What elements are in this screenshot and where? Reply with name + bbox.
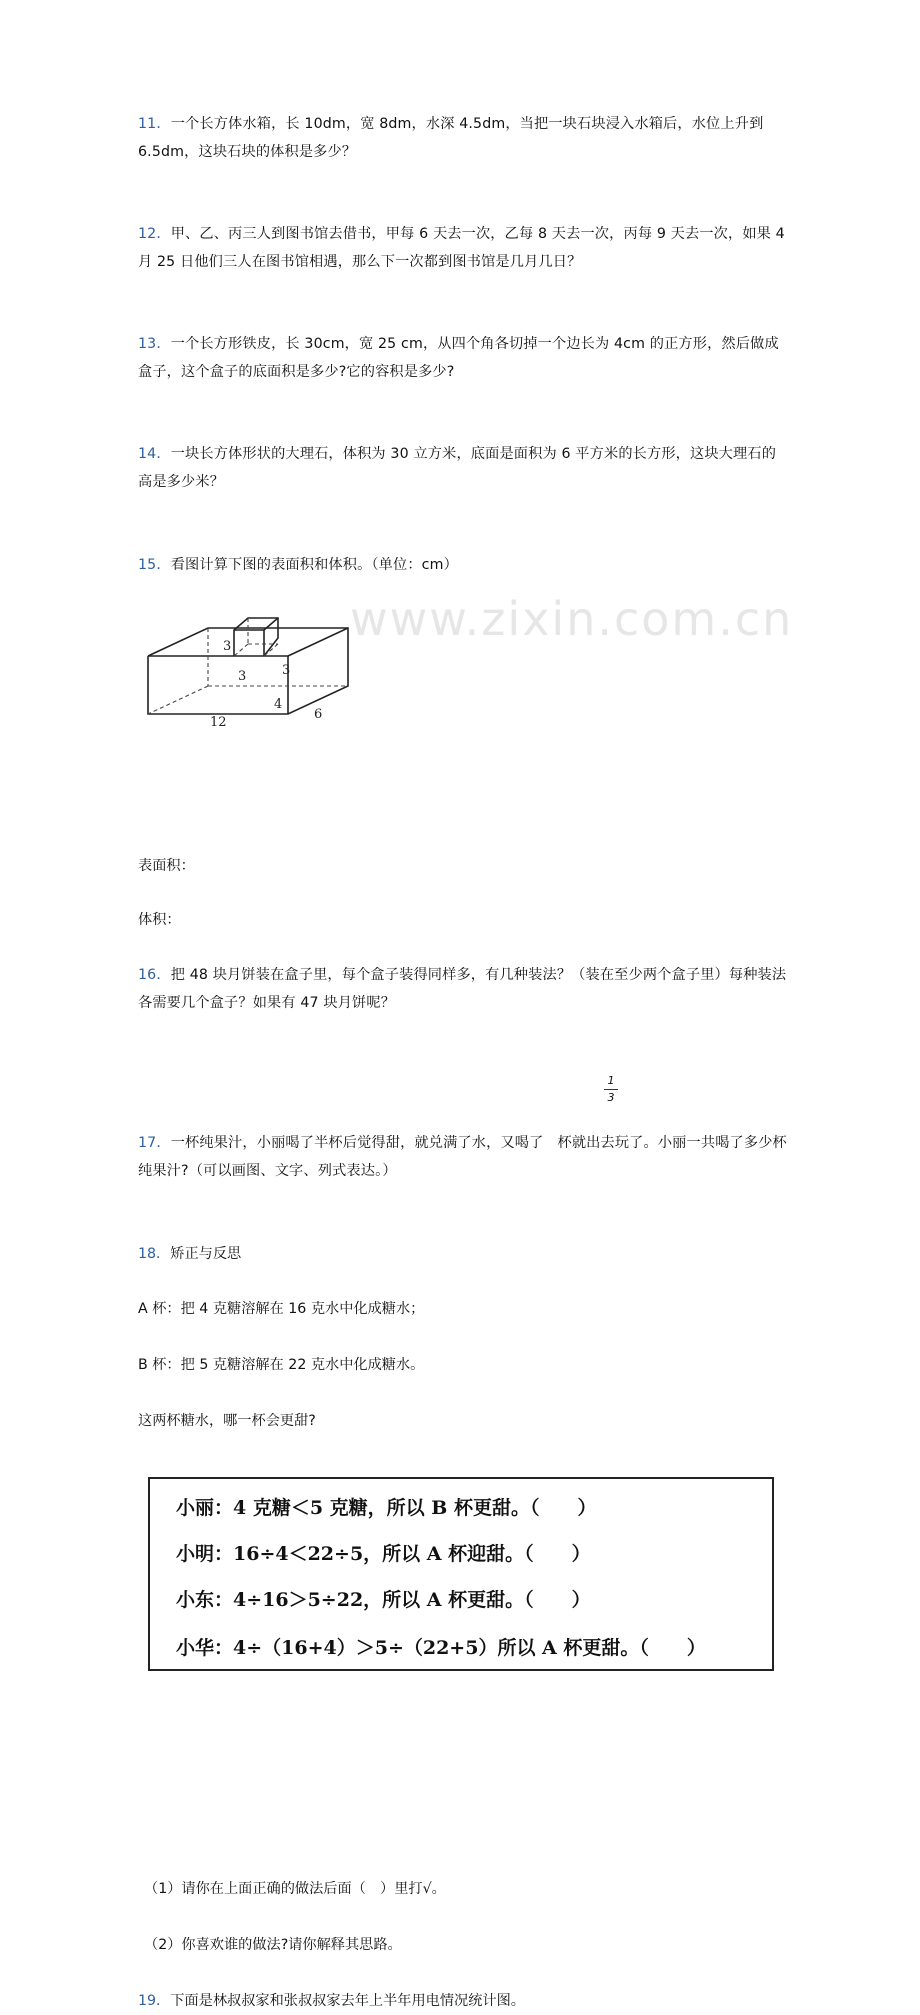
question-text: 矫正与反思 xyxy=(170,1246,242,1262)
question-number: 11． xyxy=(138,116,171,132)
question-text: 看图计算下图的表面积和体积。（单位：cm） xyxy=(170,557,458,573)
question-14 xyxy=(138,440,788,496)
question-16 xyxy=(138,961,788,1017)
label-block-height: 3 xyxy=(223,639,232,654)
question-17 xyxy=(138,1129,788,1185)
question-19 xyxy=(138,1987,920,2015)
question-text-b: 杯就出去玩了。小丽一共喝了多少杯纯果汁?（可以画图、文字、列式表达。） xyxy=(138,1135,787,1179)
sub-question-2: （2）你喜欢谁的做法?请你解释其思路。 xyxy=(144,1937,402,1953)
fraction-one-third xyxy=(604,1074,618,1105)
question-text: 下面是林叔叔家和张叔叔家去年上半年用电情况统计图。 xyxy=(170,1993,525,2009)
cup-b-text: B 杯：把 5 克糖溶解在 22 克水中化成糖水。 xyxy=(138,1357,425,1373)
question-number: 14． xyxy=(138,446,171,462)
option-xiaohua: 小华：4÷（16+4）＞5÷（22+5）所以 A 杯更甜。（ ） xyxy=(176,1637,706,1659)
question-number: 12． xyxy=(138,226,171,242)
sub-question-1: （1）请你在上面正确的做法后面（ ）里打√。 xyxy=(144,1881,446,1897)
label-length: 12 xyxy=(210,715,227,730)
question-number: 16． xyxy=(138,967,171,983)
option-xiaoming: 小明：16÷4＜22÷5，所以 A 杯迎甜。（ ） xyxy=(176,1543,591,1565)
question-number: 17． xyxy=(138,1135,171,1151)
label-block-width: 3 xyxy=(282,663,291,678)
question-text-a: 一杯纯果汁，小丽喝了半杯后觉得甜，就兑满了水，又喝了 xyxy=(170,1135,544,1151)
option-xiaoli: 小丽：4 克糖＜5 克糖，所以 B 杯更甜。（ ） xyxy=(176,1497,597,1519)
cuboid-figure-svg xyxy=(138,616,356,732)
watermark: www.zixin.com.cn xyxy=(350,592,794,646)
volume-label: 体积： xyxy=(138,912,181,928)
label-block-length: 3 xyxy=(238,669,247,684)
label-width: 6 xyxy=(314,707,323,722)
question-18-title xyxy=(138,1240,920,1268)
question-text: 把 48 块月饼装在盒子里，每个盒子装得同样多，有几种装法？（装在至少两个盒子里）每种装法各需要几个盒子？如果有 47 块月饼呢？ xyxy=(138,967,787,1011)
question-number: 19． xyxy=(138,1993,171,2009)
surface-area-label: 表面积： xyxy=(138,858,195,874)
cup-a-text: A 杯：把 4 克糖溶解在 16 克水中化成糖水； xyxy=(138,1301,425,1317)
question-13 xyxy=(138,330,788,386)
question-11 xyxy=(138,110,788,166)
label-height: 4 xyxy=(274,697,283,712)
question-12 xyxy=(138,220,788,276)
question-18-ask: 这两杯糖水，哪一杯会更甜? xyxy=(138,1413,316,1429)
fraction-denominator: 3 xyxy=(607,1091,615,1104)
question-number: 18． xyxy=(138,1246,171,1262)
option-xiaodong: 小东：4÷16＞5÷22，所以 A 杯更甜。（ ） xyxy=(176,1589,591,1611)
cuboid-figure xyxy=(138,616,356,732)
question-text: 一块长方体形状的大理石，体积为 30 立方米，底面是面积为 6 平方米的长方形，这块大理石的高是多少米？ xyxy=(138,446,777,490)
answer-options-box xyxy=(148,1477,774,1671)
question-text: 甲、乙、丙三人到图书馆去借书，甲每 6 天去一次，乙每 8 天去一次，丙每 9 天去一次，如果 4 月 25 日他们三人在图书馆相遇，那么下一次都到图书馆是几月几日？ xyxy=(138,226,785,270)
question-15 xyxy=(138,551,788,579)
fraction-numerator: 1 xyxy=(607,1074,615,1087)
question-number: 15． xyxy=(138,557,171,573)
question-text: 一个长方形铁皮，长 30cm，宽 25 cm，从四个角各切掉一个边长为 4cm 的正方形，然后做成盒子，这个盒子的底面积是多少?它的容积是多少? xyxy=(138,336,779,380)
question-text: 一个长方体水箱，长 10dm，宽 8dm，水深 4.5dm，当把一块石块浸入水箱后，水位上升到 6.5dm，这块石块的体积是多少？ xyxy=(138,116,764,160)
question-number: 13． xyxy=(138,336,171,352)
